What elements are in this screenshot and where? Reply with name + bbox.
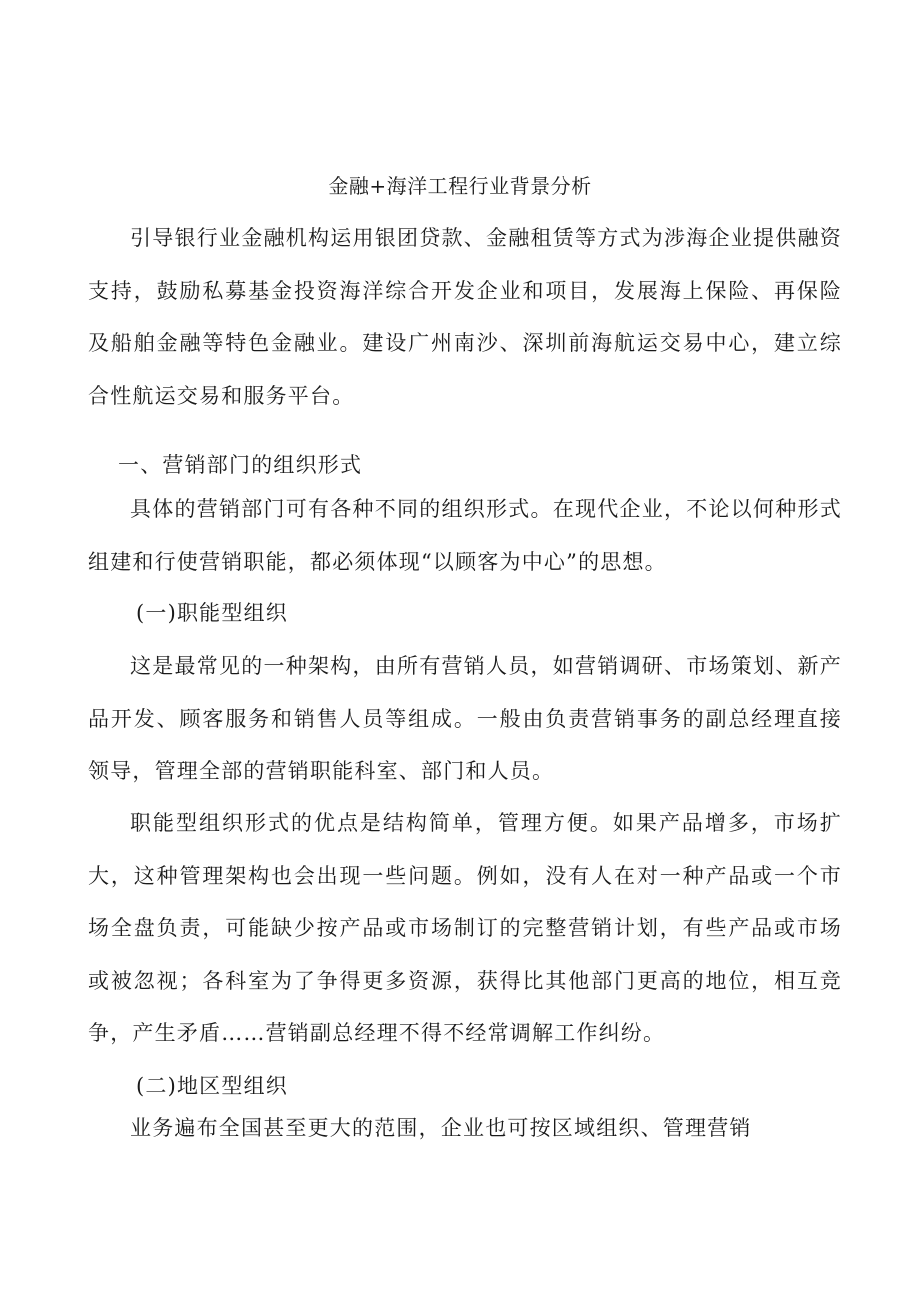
subsection-1-paragraph-1: 这是最常见的一种架构，由所有营销人员，如营销调研、市场策划、新产品开发、顾客服务和销售人员等组成。一般由负责营销事务的副总经理直接领导，管理全部的营销职能科室、部门和人员。 <box>88 654 842 783</box>
intro-paragraph: 引导银行业金融机构运用银团贷款、金融租赁等方式为涉海企业提供融资支持，鼓励私募基金投资海洋综合开发企业和项目，发展海上保险、再保险及船舶金融等特色金融业。建设广州南沙、深圳前海航运交易中心，建立综合性航运交易和服务平台。 <box>88 226 842 408</box>
section-1-paragraph: 具体的营销部门可有各种不同的组织形式。在现代企业，不论以何种形式组建和行使营销职能，都必须体现“以顾客为中心”的思想。 <box>88 497 842 574</box>
subsection-2-paragraph: 业务遍布全国甚至更大的范围，企业也可按区域组织、管理营销 <box>130 1116 752 1140</box>
subsection-heading-1: (一)职能型组织 <box>136 601 288 625</box>
document-title: 金融+海洋工程行业背景分析 <box>328 174 592 198</box>
subsection-heading-2: (二)地区型组织 <box>136 1074 288 1098</box>
subsection-1-paragraph-2: 职能型组织形式的优点是结构简单，管理方便。如果产品增多，市场扩大，这种管理架构也会出现一些问题。例如，没有人在对一种产品或一个市场全盘负责，可能缺少按产品或市场制订的完整营销计划，有些产品或市场或被忽视；各科室为了争得更多资源，获得比其他部门更高的地位，相互竞争，产生矛盾……营销副总经理不得不经常调解工作纠纷。 <box>88 811 842 1045</box>
section-heading-1: 一、营销部门的组织形式 <box>118 453 363 477</box>
